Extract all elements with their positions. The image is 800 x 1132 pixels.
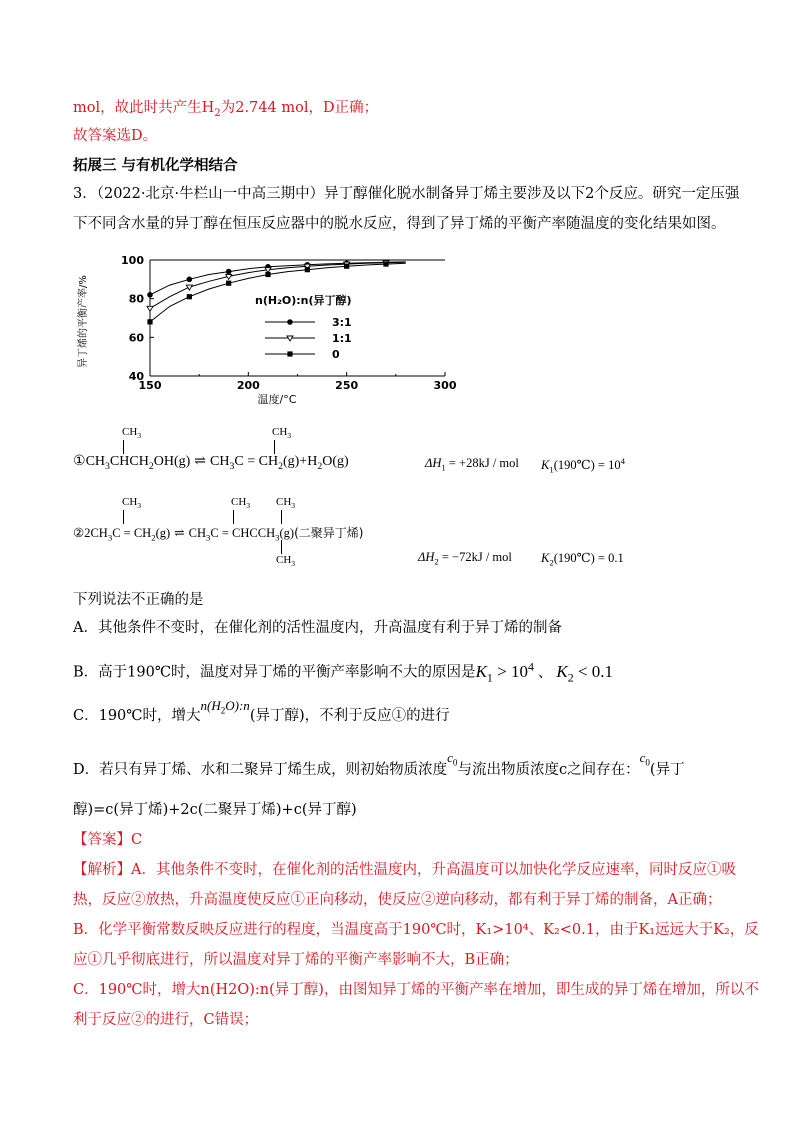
option-b: B．高于190℃时，温度对异丁烯的平衡产率影响不大的原因是$K_1 > 10^4$ 、 $K_2 < 0.1$ (73, 659, 614, 685)
data-point (147, 292, 153, 298)
reaction-2-enthalpy: $\Delta H_2 = -72kJ$ / mol (418, 550, 512, 567)
question-stem: 下列说法不正确的是 (73, 592, 204, 608)
explanation-line: 【解析】A．其他条件不变时，在催化剂的活性温度内，升高温度可以加快化学反应速率，同时反应①吸 (73, 862, 736, 878)
option-d: D．若只有异丁烯、水和二聚异丁烯生成，则初始物质浓度$c_0$与流出物质浓度c之间存在：$c_0$(异丁 (73, 750, 685, 778)
y-axis-label: 异丁烯的平衡产率/% (78, 275, 89, 368)
legend-label: 0 (332, 348, 340, 361)
data-point (187, 294, 192, 299)
legend-marker (287, 351, 292, 356)
series-line-2 (150, 263, 406, 322)
ch3-branch: $CH_3$ (272, 426, 292, 441)
text-line (73, 98, 378, 124)
yield-chart (70, 248, 457, 408)
explanation-line: C．190℃时，增大n(H2O):n(异丁醇)，由图知异丁烯的平衡产率在增加，即生成的异丁烯在增加，所以不 (73, 982, 759, 998)
option-c: C．190℃时，增大$n(H_2O):n$(异丁醇)，不利于反应①的进行 (73, 698, 450, 724)
question-intro: 下不同含水量的异丁醇在恒压反应器中的脱水反应，得到了异丁烯的平衡产率随温度的变化结果如图。 (73, 216, 726, 232)
data-point (305, 267, 310, 272)
ch3-branch: $CH_3$ (122, 426, 142, 441)
legend-marker (287, 319, 293, 325)
legend-label: 3:1 (332, 316, 352, 329)
option-a: A．其他条件不变时，在催化剂的活性温度内，升高温度有利于异丁烯的制备 (73, 620, 562, 636)
x-tick-label: 200 (236, 379, 260, 392)
equilibrium-arrow-icon: ⇌ (174, 526, 185, 540)
subscript: 2 (214, 107, 221, 119)
question-intro: 3．（2022·北京·牛栏山一中高三期中）异丁醇催化脱水制备异丁烯主要涉及以下2个反应。研究一定压强 (73, 186, 740, 202)
option-d-cont: 醇)=c(异丁烯)+2c(二聚异丁烯)+c(异丁醇) (73, 802, 357, 818)
reaction-2-equation: $②2CH_3C = CH_2(g)$ ⇌ $CH_3C$ = $CHCCH_3(g)$(二聚异丁烯) (73, 526, 364, 543)
data-point (147, 319, 152, 324)
data-point (187, 277, 193, 283)
explanation-line: 应①几乎彻底进行，所以温度对异丁烯的平衡产率影响不大，B正确； (73, 952, 519, 968)
reaction-1-enthalpy: $\Delta H_1 = +28kJ$ / mol (425, 456, 519, 473)
legend-title: n(H₂O):n(异丁醇) (255, 294, 352, 307)
reaction-2-k: $K_2(190℃) = 0.1$ (541, 551, 624, 568)
data-point (226, 269, 232, 275)
x-axis-label: 温度/°C (257, 393, 297, 406)
text-line: 故答案选D。 (73, 128, 158, 144)
data-point (147, 306, 153, 311)
y-tick-label: 100 (121, 254, 144, 267)
data-point (226, 281, 231, 286)
x-tick-label: 250 (335, 379, 359, 392)
data-point (265, 272, 270, 277)
section-heading: 拓展三 与有机化学相结合 (73, 157, 238, 174)
ch3-branch: $CH_3$ (122, 496, 142, 511)
y-tick-label: 80 (128, 292, 144, 306)
reaction-1-k: $K_1(190℃) = 10^4$ (541, 456, 625, 475)
explanation-line: 热，反应②放热，升高温度使反应①正向移动，使反应②逆向移动，都有利于异丁烯的制备，A正确； (73, 892, 722, 908)
explanation-line: B．化学平衡常数反映反应进行的程度，当温度高于190℃时，K₁>10⁴、K₂<0.1，由于K₁远远大于K₂，反 (73, 922, 759, 938)
ch3-branch: $CH_3$ (231, 496, 251, 511)
reaction-1-equation: $①CH_3CHCH_2OH(g)$ ⇌ $CH_3C = CH_2(g)+H_2O(g)$ (73, 454, 349, 472)
x-tick-label: 150 (138, 379, 162, 392)
y-tick-label: 60 (128, 331, 144, 345)
x-tick-label: 300 (433, 379, 457, 392)
text-fragment: 为2.744 mol，D正确； (220, 100, 379, 116)
equilibrium-arrow-icon: ⇌ (194, 454, 207, 469)
answer-label: 【答案】C (73, 832, 143, 848)
explanation-line: 利于反应②的进行，C错误； (73, 1012, 259, 1028)
data-point (383, 261, 388, 266)
legend-label: 1:1 (332, 332, 352, 345)
ch3-branch: $CH_3$ (276, 496, 296, 511)
data-point (344, 264, 349, 269)
text-fragment: mol，故此时共产生H (73, 100, 215, 116)
ch3-branch: $CH_3$ (276, 554, 296, 569)
y-tick-label: 40 (128, 370, 144, 383)
